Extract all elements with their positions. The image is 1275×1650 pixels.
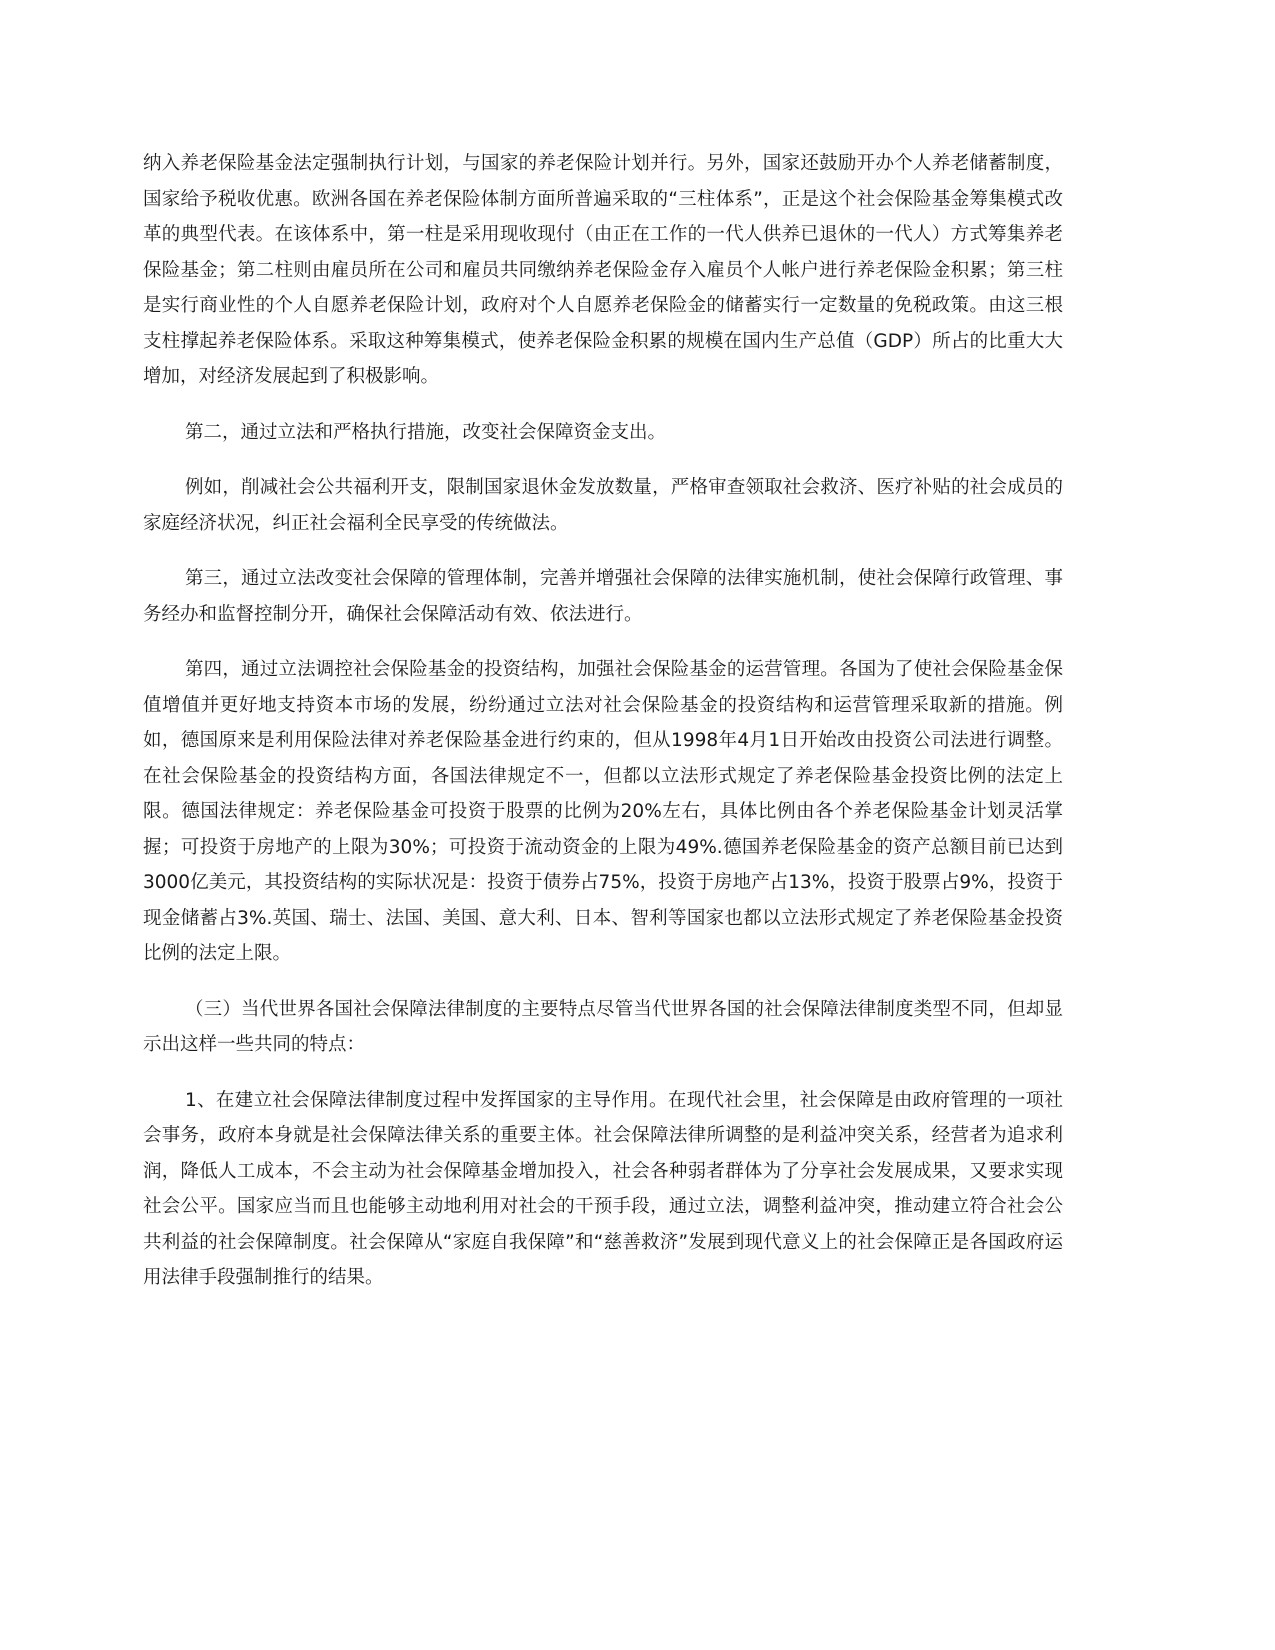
document-body [143, 146, 1063, 1316]
paragraph-pension-pillars: 纳入养老保险基金法定强制执行计划，与国家的养老保险计划并行。另外，国家还鼓励开办个人养老储蓄制度，国家给予税收优惠。欧洲各国在养老保险体制方面所普遍采取的“三柱体系”，正是这个社会保险基金筹集模式改革的典型代表。在该体系中，第一柱是采用现收现付（由正在工作的一代人供养已退休的一代人）方式筹集养老保险基金；第二柱则由雇员所在公司和雇员共同缴纳养老保险金存入雇员个人帐户进行养老保险金积累；第三柱是实行商业性的个人自愿养老保险计划，政府对个人自愿养老保险金的储蓄实行一定数量的免税政策。由这三根支柱撑起养老保险体系。采取这种筹集模式，使养老保险金积累的规模在国内生产总值（GDP）所占的比重大大增加，对经济发展起到了积极影响。 [143, 153, 1063, 387]
paragraph-fourth-measure: 第四，通过立法调控社会保险基金的投资结构，加强社会保险基金的运营管理。各国为了使社会保险基金保值增值并更好地支持资本市场的发展，纷纷通过立法对社会保险基金的投资结构和运营管理采取新的措施。例如，德国原来是利用保险法律对养老保险基金进行约束的，但从1998年4月1日开始改由投资公司法进行调整。在社会保险基金的投资结构方面，各国法律规定不一，但都以立法形式规定了养老保险基金投资比例的法定上限。德国法律规定：养老保险基金可投资于股票的比例为20%左右，具体比例由各个养老保险基金计划灵活掌握；可投资于房地产的上限为30%；可投资于流动资金的上限为49%.德国养老保险基金的资产总额目前已达到3000亿美元，其投资结构的实际状况是：投资于债券占75%，投资于房地产占13%，投资于股票占9%，投资于现金储蓄占3%.英国、瑞士、法国、美国、意大利、日本、智利等国家也都以立法形式规定了养老保险基金投资比例的法定上限。 [143, 659, 1063, 964]
paragraph-third-measure: 第三，通过立法改变社会保障的管理体制，完善并增强社会保障的法律实施机制，使社会保障行政管理、事务经办和监督控制分开，确保社会保障活动有效、依法进行。 [143, 568, 1063, 625]
paragraph-feature-one: 1、在建立社会保障法律制度过程中发挥国家的主导作用。在现代社会里，社会保障是由政府管理的一项社会事务，政府本身就是社会保障法律关系的重要主体。社会保障法律所调整的是利益冲突关系，经营者为追求利润，降低人工成本，不会主动为社会保障基金增加投入，社会各种弱者群体为了分享社会发展成果，又要求实现社会公平。国家应当而且也能够主动地利用对社会的干预手段，通过立法，调整利益冲突，推动建立符合社会公共利益的社会保障制度。社会保障从“家庭自我保障”和“慈善救济”发展到现代意义上的社会保障正是各国政府运用法律手段强制推行的结果。 [143, 1089, 1063, 1288]
paragraph-section-three-heading: （三）当代世界各国社会保障法律制度的主要特点尽管当代世界各国的社会保障法律制度类型不同，但却显示出这样一些共同的特点： [143, 998, 1063, 1055]
paragraph-example-cuts: 例如，削减社会公共福利开支，限制国家退休金发放数量，严格审查领取社会救济、医疗补贴的社会成员的家庭经济状况，纠正社会福利全民享受的传统做法。 [143, 477, 1063, 534]
paragraph-second-measure: 第二，通过立法和严格执行措施，改变社会保障资金支出。 [185, 421, 667, 443]
